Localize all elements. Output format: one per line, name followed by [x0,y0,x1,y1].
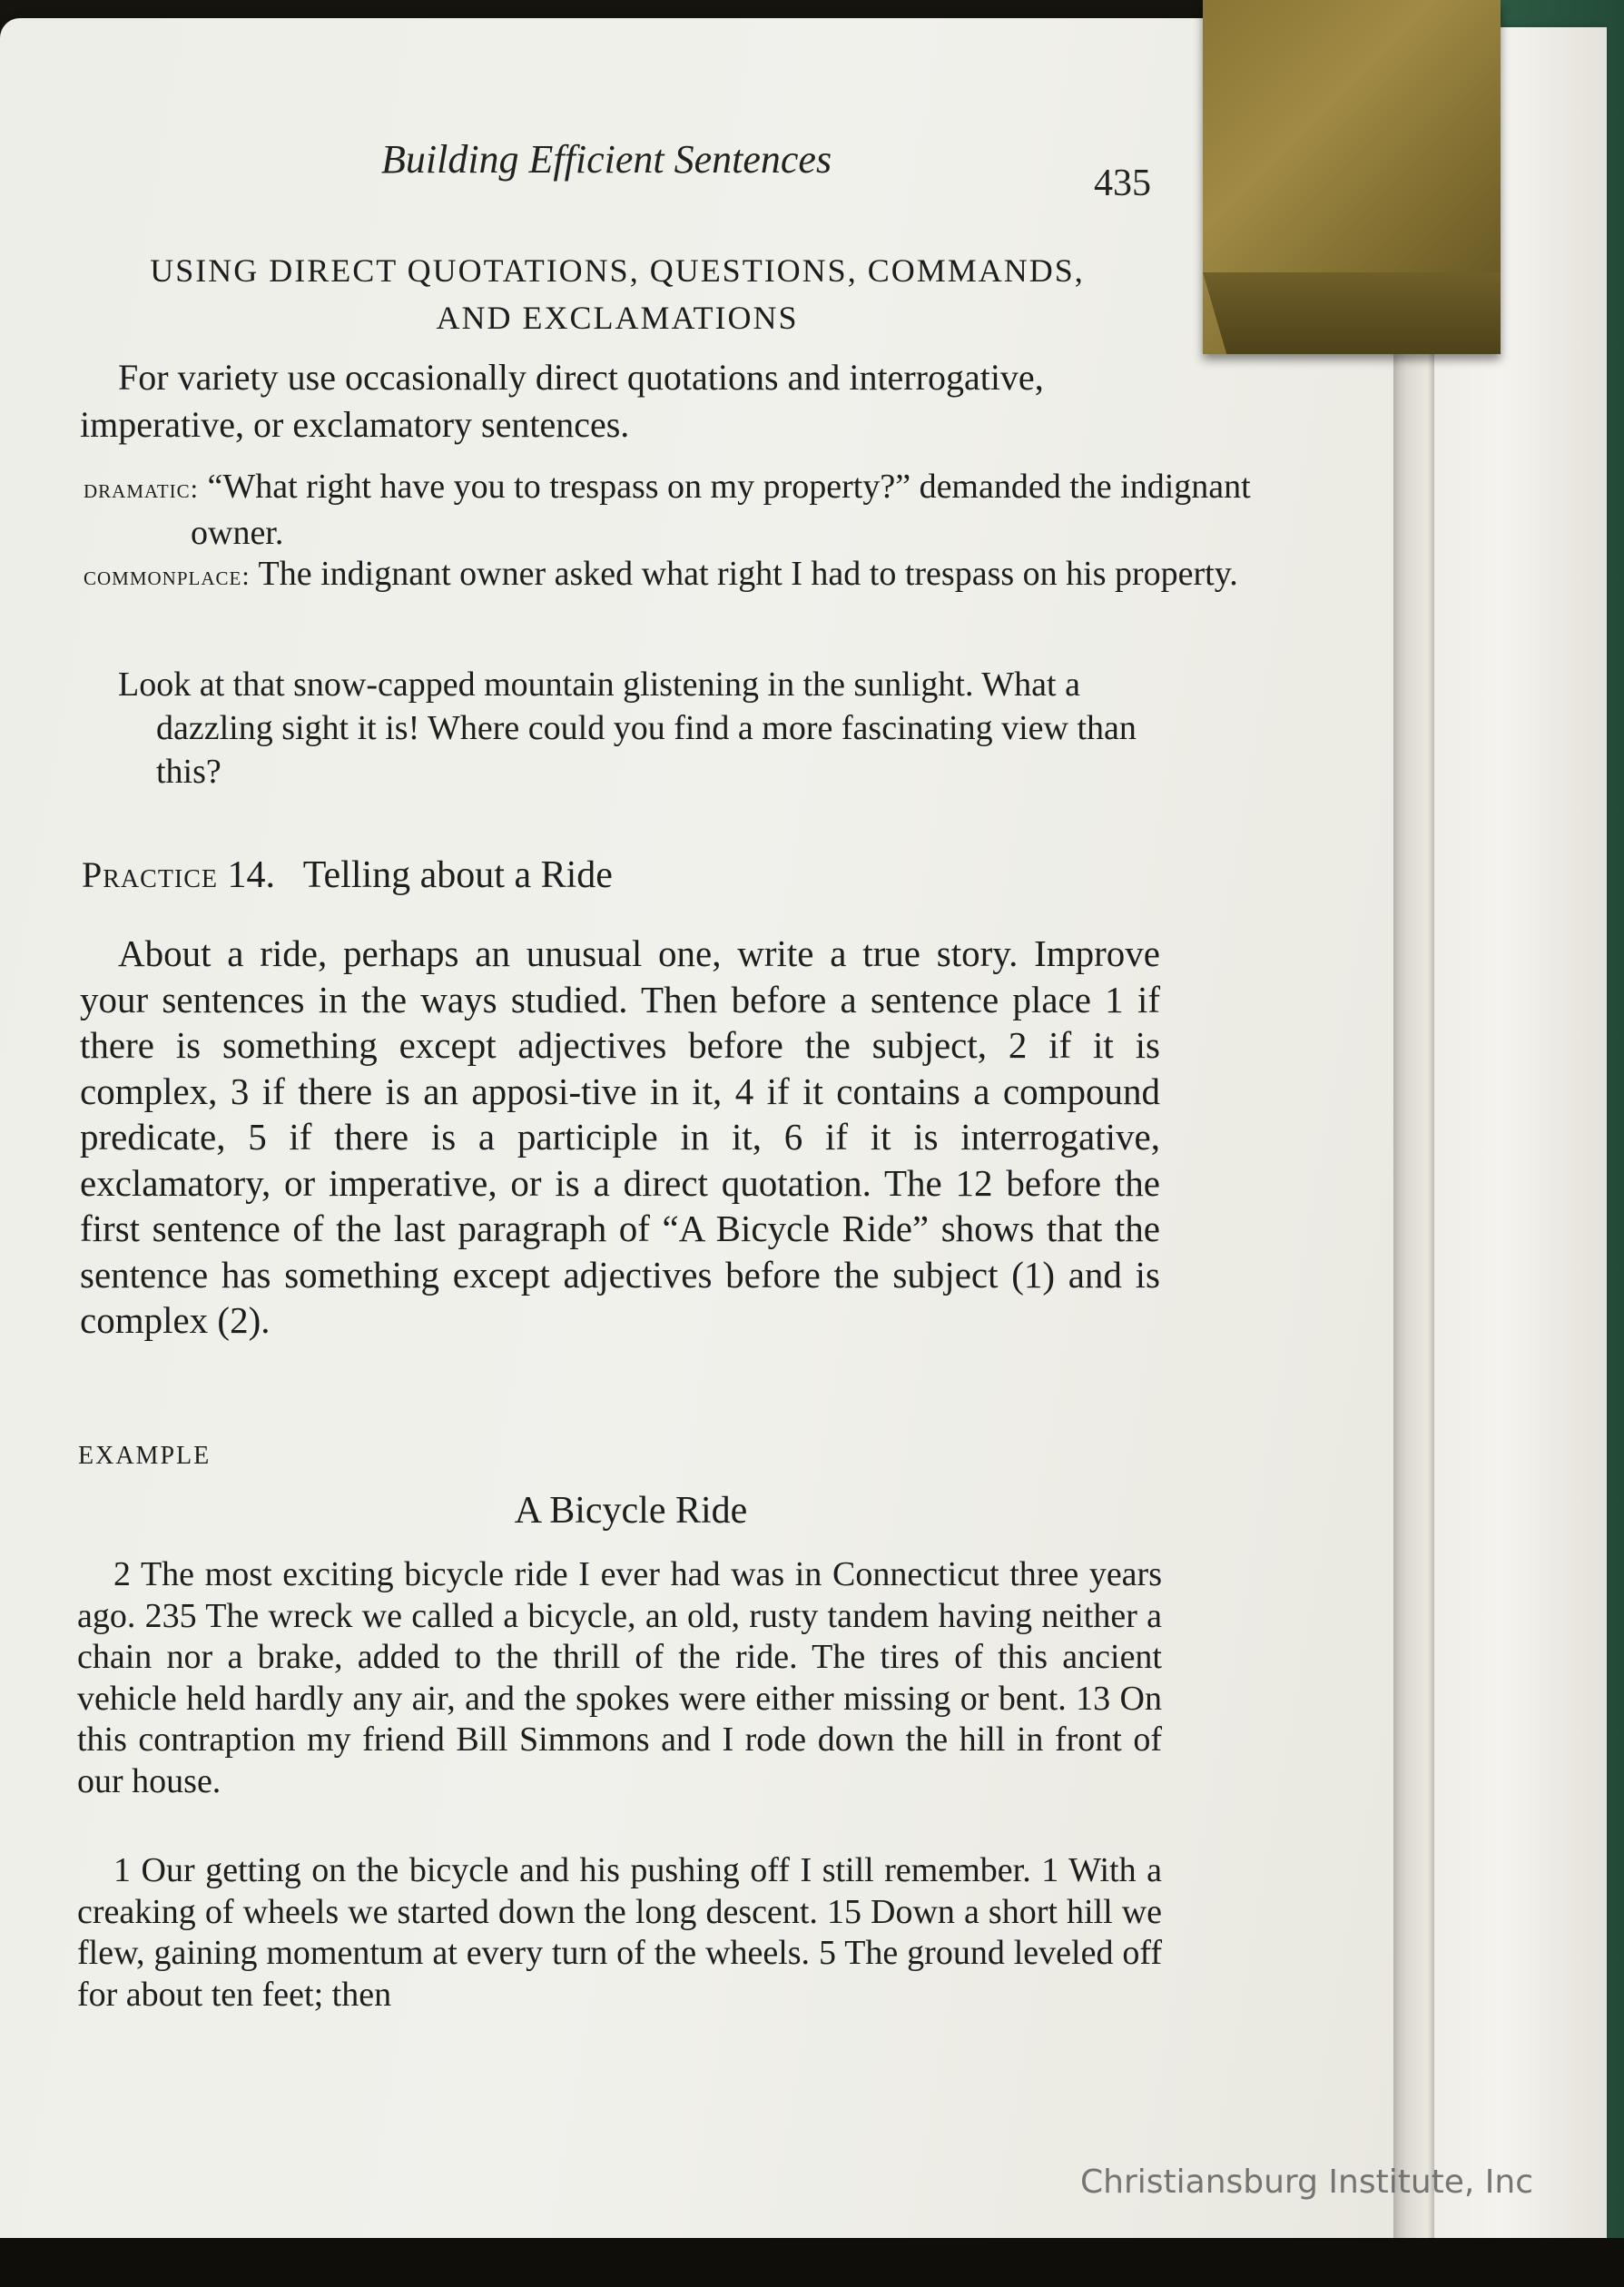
section-title-line-2: AND EXCLAMATIONS [436,300,799,336]
dramatic-label: dramatic: [84,474,200,504]
practice-heading [82,853,613,897]
page-number: 435 [1094,163,1151,204]
practice-title: Telling about a Ride [302,854,613,896]
table-surface [0,2238,1624,2287]
practice-number: 14. [227,854,276,896]
story-paragraph-2: 1 Our getting on the bicycle and his pushing off I still remember. 1 With a creaking of wheels we started down the long descent. 15 Down a short hill we flew, gaining momentum at every turn of the wheels. 5 The ground leveled off for about ten feet; then [77,1851,1162,2014]
running-title: Building Efficient Sentences [381,137,832,182]
commonplace-example [84,552,1266,598]
sample-sentences: Look at that snow-capped mountain glistening in the sunlight. What a dazzling sight it is! Where could you find a more fascinating view than this? [118,665,1137,791]
bookmark-fold [1203,272,1501,354]
commonplace-label: commonplace: [84,561,251,591]
lead-paragraph: For variety use occasionally direct quotations and interrogative, imperative, or exclamatory sentences. [80,357,1044,445]
commonplace-text: The indignant owner asked what right I had to trespass on his property. [258,555,1238,593]
bookmark-clip [1203,0,1501,354]
story-title: A Bicycle Ride [514,1490,748,1532]
practice-instructions: About a ride, perhaps an unusual one, write a true story. Improve your sentences in the ways studied. Then before a sentence place 1 if there is something except adjectives before the subject, 2 if it is complex, 3 if there is an apposi-tive in it, 4 if it contains a compound predicate, 5 if there is a participle in it, 6 if it is interrogative, exclamatory, or imperative, or is a direct quotation. The 12 before the first sentence of the last paragraph of “A Bicycle Ride” shows that the sentence has something except adjectives before the subject (1) and is complex (2). [80,932,1160,1341]
story-paragraph-1: 2 The most exciting bicycle ride I ever had was in Connecticut three years ago. 235 The wreck we called a bicycle, an old, rusty tandem having neither a chain nor a brake, added to the thrill of the ride. The tires of this ancient vehicle held hardly any air, and the spokes were either missing or bent. 13 On this contraption my friend Bill Simmons and I rode down the hill in front of our house. [77,1555,1162,1800]
section-title-line-1: USING DIRECT QUOTATIONS, QUESTIONS, COMMANDS, [150,252,1085,289]
dramatic-example [84,465,1266,555]
example-label: EXAMPLE [78,1442,212,1470]
section-title [77,247,1157,341]
watermark: Christiansburg Institute, Inc [1080,2164,1534,2201]
dramatic-text: “What right have you to trespass on my property?” demanded the indignant owner. [191,468,1251,552]
practice-label: Practice [82,854,219,895]
